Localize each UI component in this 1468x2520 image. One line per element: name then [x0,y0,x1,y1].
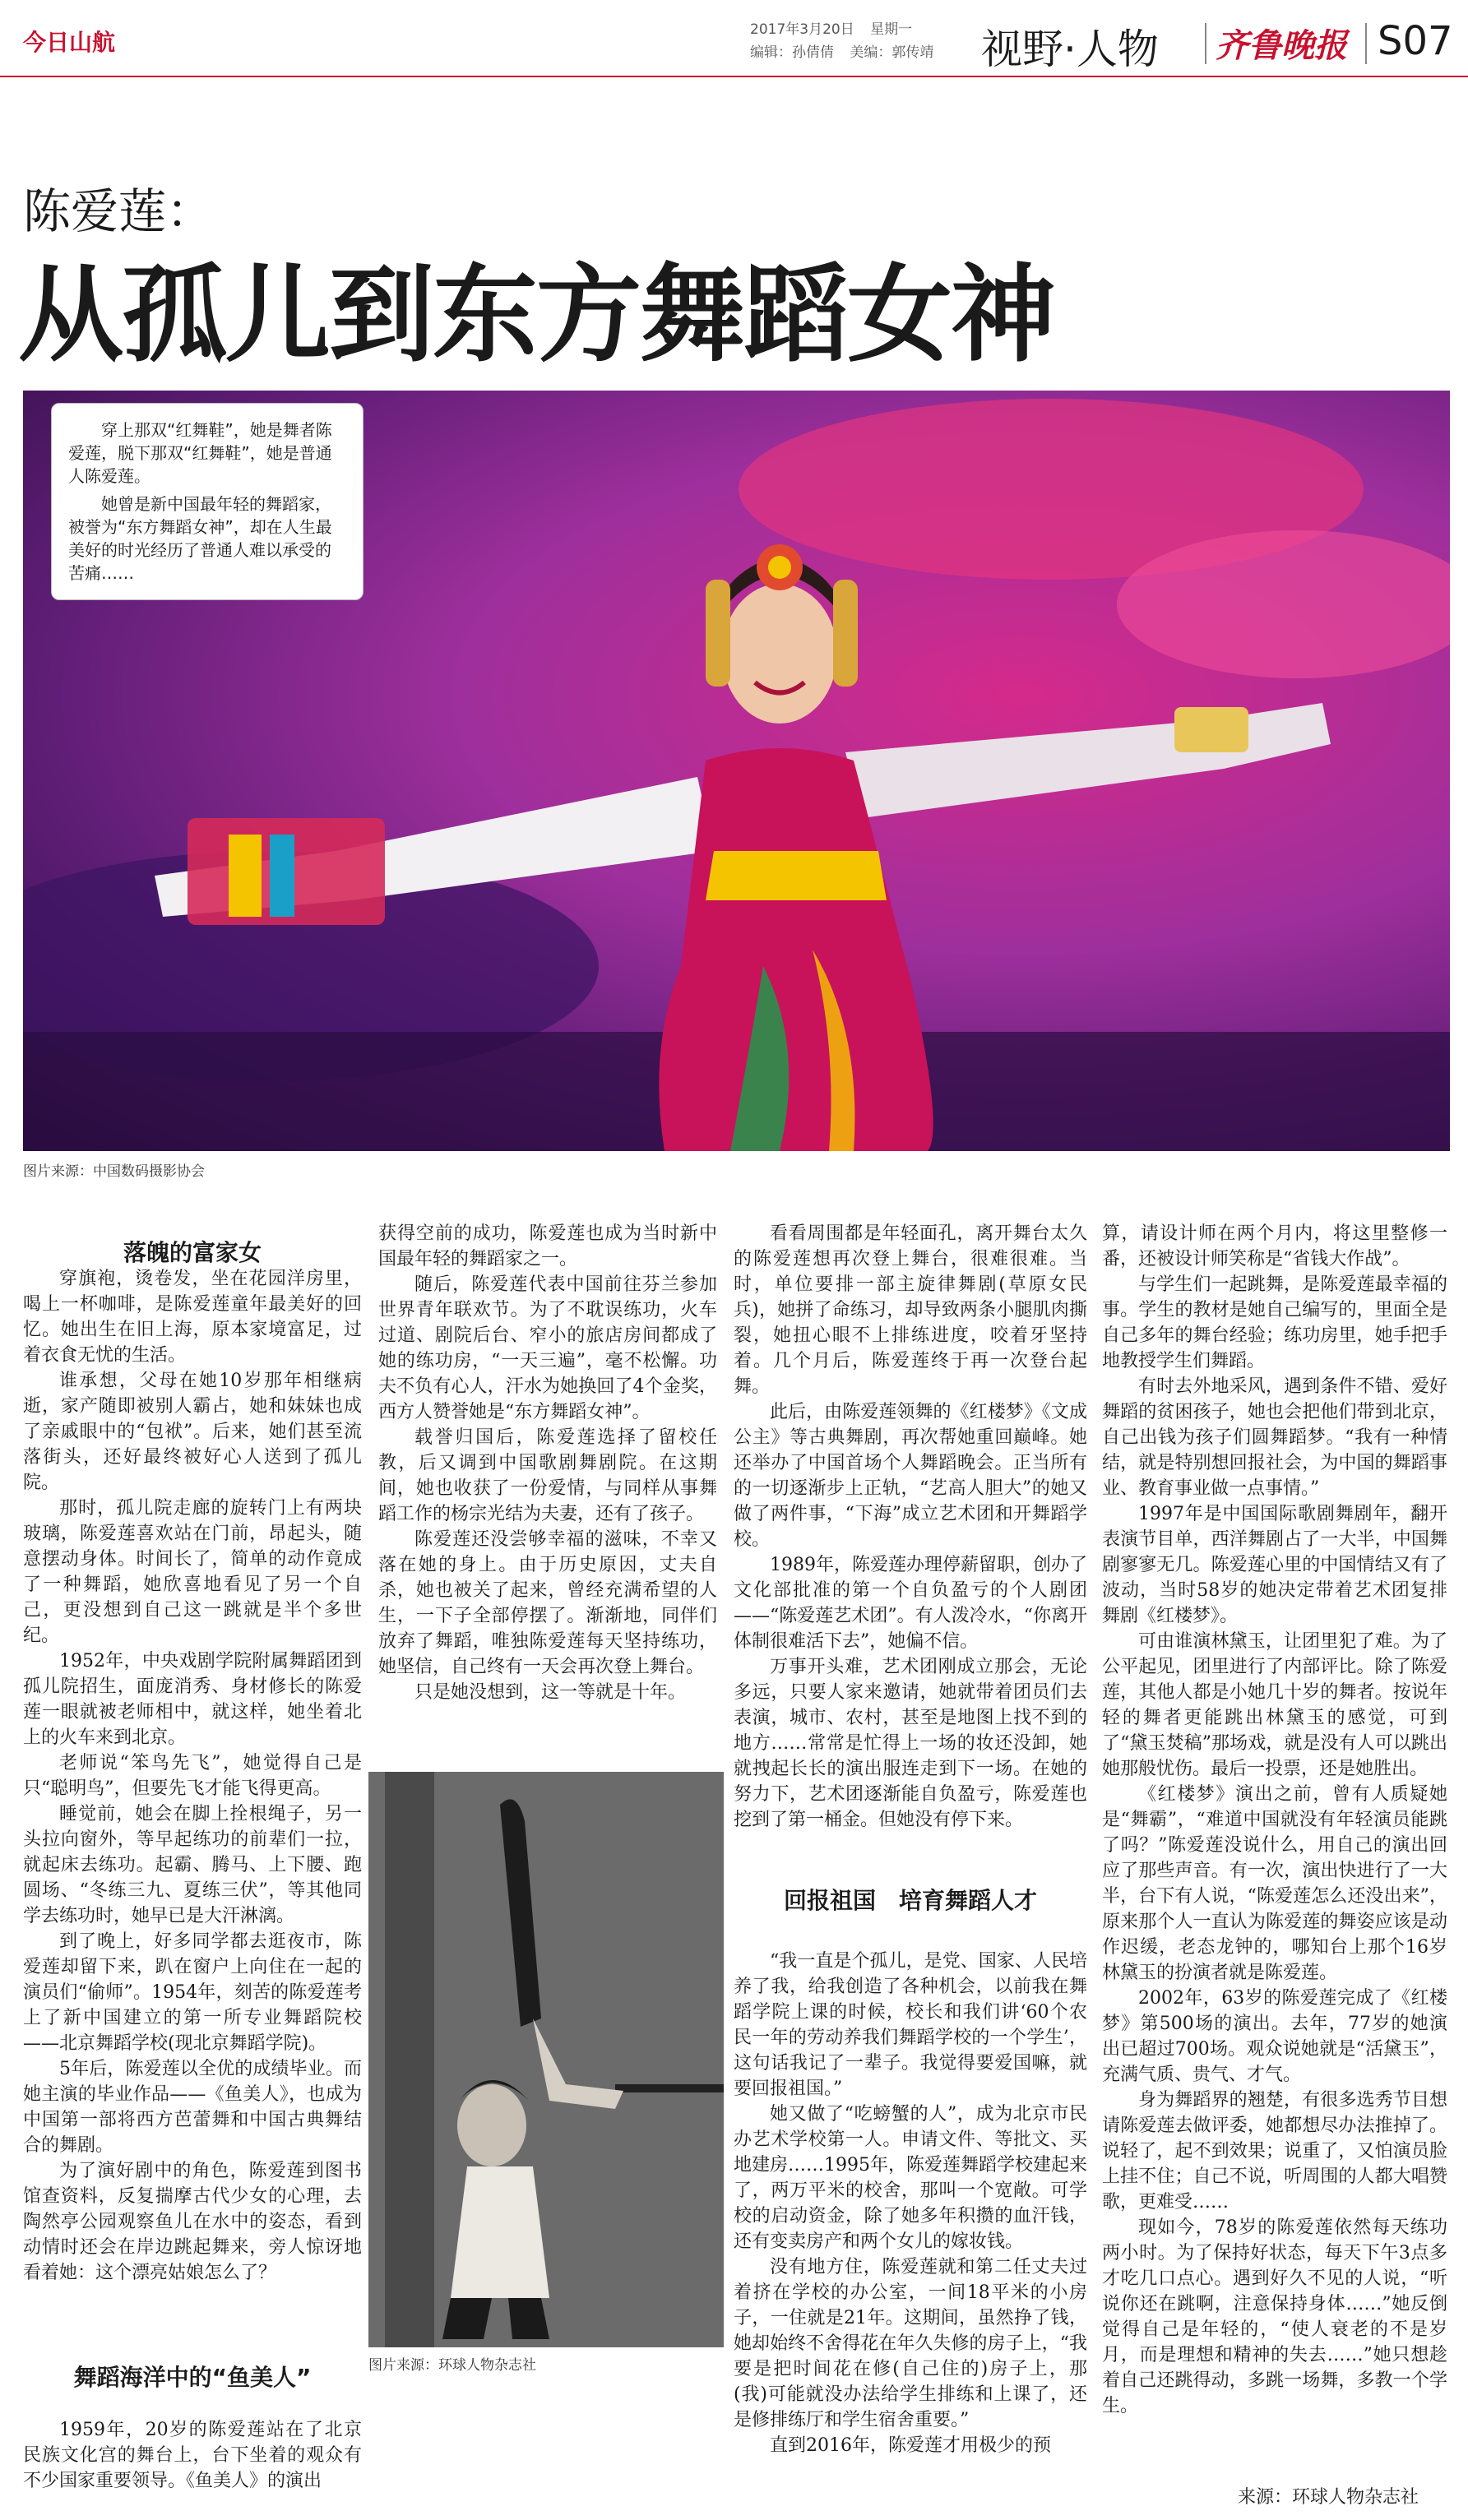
ballet-stretch-illustration [368,1772,724,2347]
article-column-3 [734,1221,1087,1833]
paragraph: 《红楼梦》演出之前，曾有人质疑她是“舞霸”，“难道中国就没有年轻演员能跳了吗？”陈爱莲没说什么，用自己的演出回应了那些声音。有一次，演出快进行了一大半，台下有人说，“陈爱莲怎么还没出来”，原来那个人一直认为陈爱莲的舞姿应该是动作迟缓，老态龙钟的，哪知台上那个16岁林黛玉的扮演者就是陈爱莲。 [1102,1784,1447,1983]
article-kicker: 陈爱莲： [23,183,215,239]
paragraph: 万事开头难，艺术团刚成立那会，无论多远，只要人家来邀请，她就带着团员们去表演，城市、农村，甚至是地图上找不到的地方……常常是忙得上一场的妆还没卸，她就拽起长长的演出服连走到下一场。在她的努力下，艺术团逐渐能自负盈亏，陈爱莲也挖到了第一桶金。但她没有停下来。 [734,1657,1087,1830]
paragraph: 此后，由陈爱莲领舞的《红楼梦》《文成公主》等古典舞剧，再次帮她重回巅峰。她还举办了中国首场个人舞蹈晚会。正当所有的一切逐渐步上正轨，“艺高人胆大”的她又做了两件事，“下海”成立艺术团和开舞蹈学校。 [734,1402,1087,1550]
paragraph: 睡觉前，她会在脚上拴根绳子，另一头拉向窗外，等早起练功的前辈们一拉，就起床去练功。起霸、腾马、上下腰、跑圆场、“冬练三九、夏练三伏”，等其他同学去练功时，她早已是大汗淋漓。 [23,1804,362,1926]
photo-credit: 图片来源：中国数码摄影协会 [23,1163,205,1180]
paragraph: 载誉归国后，陈爱莲选择了留校任教，后又调到中国歌剧舞剧院。在这期间，她也收获了一份爱情，与同样从事舞蹈工作的杨宗光结为夫妻，还有了孩子。 [378,1427,717,1524]
header-rule [0,76,1468,77]
historic-ballet-photo [368,1772,724,2347]
paragraph: 看看周围都是年轻面孔，离开舞台太久的陈爱莲想再次登上舞台，很难很难。当时，单位要排一部主旋律舞剧(草原女民兵)，她拼了命练习，却导致两条小腿肌肉撕裂，她扭心眼不上排练进度，咬着牙坚持着。几个月后，陈爱莲终于再一次登台起舞。 [734,1223,1087,1397]
paragraph: 到了晚上，好多同学都去逛夜市，陈爱莲却留下来，趴在窗户上向住在一起的演员们“偷师”。1954年，刻苦的陈爱莲考上了新中国建立的第一所专业舞蹈院校——北京舞蹈学校(现北京舞蹈学院)。 [23,1931,362,2054]
column-label: 今日山航 [23,29,116,56]
paragraph: 1989年，陈爱莲办理停薪留职，创办了文化部批准的第一个自负盈亏的个人剧团——“陈爱莲艺术团”。有人泼冷水，“你离开体制很难活下去”，她偏不信。 [734,1555,1087,1652]
paragraph: 1997年是中国国际歌剧舞剧年，翻开表演节目单，西洋舞剧占了一大半，中国舞剧寥寥无几。陈爱莲心里的中国情结又有了波动，当时58岁的她决定带着艺术团复排舞剧《红楼梦》。 [1102,1504,1447,1626]
paragraph: 1952年，中央戏剧学院附属舞蹈团到孤儿院招生，面庞消秀、身材修长的陈爱莲一眼就被老师相中，就这样，她坐着北上的火车来到北京。 [23,1651,362,1748]
paragraph: 穿旗袍，烫卷发，坐在花园洋房里，喝上一杯咖啡，是陈爱莲童年最美好的回忆。她出生在旧上海，原本家境富足，过着衣食无忧的生活。 [23,1269,362,1366]
paragraph: 身为舞蹈界的翘楚，有很多选秀节目想请陈爱莲去做评委，她都想尽办法推掉了。说轻了，起不到效果；说重了，又怕演员脸上挂不住；自己不说，听周围的人都大唱赞歌，更难受…… [1102,2090,1447,2213]
header-divider [1365,23,1367,64]
designer-credit: 美编：郭传靖 [850,44,934,61]
paragraph: 直到2016年，陈爱莲才用极少的预 [770,2435,1051,2456]
paragraph: 老师说“笨鸟先飞”，她觉得自己是只“聪明鸟”，但要先飞才能飞得更高。 [23,1753,362,1799]
caption-paragraph: 穿上那双“红舞鞋”，她是舞者陈爱莲，脱下那双“红舞鞋”，她是普通人陈爱莲。 [68,420,332,486]
paragraph: 与学生们一起跳舞，是陈爱莲最幸福的事。学生的教材是她自己编写的，里面全是自己多年的舞台经验；练功房里，她手把手地教授学生们舞蹈。 [1102,1274,1447,1371]
caption-paragraph: 她曾是新中国最年轻的舞蹈家，被誉为“东方舞蹈女神”，却在人生最美好的时光经历了普通人难以承受的苦痛…… [68,494,332,583]
paragraph: 谁承想，父母在她10岁那年相继病逝，家产随即被别人霸占，她和妹妹也成了亲戚眼中的“包袱”。后来，她们甚至流落街头，还好最终被好心人送到了孤儿院。 [23,1371,362,1493]
article-source: 来源：环球人物杂志社 [1238,2487,1419,2508]
photo-credit: 图片来源：环球人物杂志社 [368,2357,536,2374]
weekday: 星期一 [870,21,913,38]
editor-credit: 编辑：孙倩倩 [750,44,834,61]
article-column-3-continued [734,1949,1087,2458]
paragraph: 那时，孤儿院走廊的旋转门上有两块玻璃，陈爱莲喜欢站在门前，昂起头，随意摆动身体。时间长了，简单的动作竟成了一种舞蹈，她欣喜地看见了另一个自己，更没想到自己这一跳就是半个多世纪。 [23,1498,362,1646]
header-meta [750,18,945,64]
publish-date: 2017年3月20日 [750,21,854,38]
paragraph: 现如今，78岁的陈爱莲依然每天练功两小时。为了保持好状态，每天下午3点多才吃几口点心。遇到好久不见的人说，“听说你还在跳啊，注意保持身体……”她反倒觉得自己是年轻的，“使人衰老的不是岁月，而是理想和精神的失去……”她只想趁着自己还跳得动，多跳一场舞，多教一个学生。 [1102,2217,1447,2416]
article-column-1-continued [23,2417,362,2494]
paragraph: 算，请设计师在两个月内，将这里整修一番，还被设计师笑称是“省钱大作战”。 [1102,1223,1447,1269]
article-column-2 [378,1221,717,1705]
article-column-1 [23,1266,362,2286]
paragraph: 5年后，陈爱莲以全优的成绩毕业。而她主演的毕业作品——《鱼美人》，也成为中国第一部将西方芭蕾舞和中国古典舞结合的舞剧。 [23,2059,362,2156]
paragraph: 陈爱莲还没尝够幸福的滋味，不幸又落在她的身上。由于历史原因，丈夫自杀，她也被关了起来，曾经充满希望的人生，一下子全部停摆了。渐渐地，同伴们放弃了舞蹈，唯独陈爱莲每天坚持练功，她坚信，自己终有一天会再次登上舞台。 [378,1529,717,1677]
photo-caption-box [51,403,364,600]
paragraph: 2002年，63岁的陈爱莲完成了《红楼梦》第500场的演出。去年，77岁的她演出已超过700场。观众说她就是“活黛玉”，充满气质、贵气、才气。 [1102,1988,1447,2085]
paragraph: 有时去外地采风，遇到条件不错、爱好舞蹈的贫困孩子，她也会把他们带到北京，自己出钱为孩子们圆舞蹈梦。“我有一种情结，就是特别想回报社会，为中国的舞蹈事业、教育事业做一点事情。” [1102,1376,1447,1499]
page-number: S07 [1378,18,1453,64]
paragraph: “我一直是个孤儿，是党、国家、人民培养了我，给我创造了各种机会，以前我在舞蹈学院上课的时候，校长和我们讲‘60个农民一年的劳动养我们舞蹈学校的一个学生’，这句话我记了一辈子。我觉得要爱国嘛，就要回报祖国。” [734,1951,1087,2099]
paragraph: 没有地方住，陈爱莲就和第二任丈夫过着挤在学校的办公室，一间18平米的小房子，一住就是21年。这期间，虽然挣了钱，她却始终不舍得花在年久失修的房子上，“我要是把时间花在修(自己住的)房子上，那(我)可能就没办法给学生排练和上课了，还是修排练厅和学生宿舍重要。” [734,2257,1087,2430]
section-title: 视野·人物 [981,25,1159,73]
paragraph: 获得空前的成功，陈爱莲也成为当时新中国最年轻的舞蹈家之一。 [378,1223,717,1269]
newspaper-logo: 齐鲁晚报 [1216,26,1347,65]
subheading: 落魄的富家女 [123,1239,262,1266]
paragraph: 可由谁演林黛玉，让团里犯了难。为了公平起见，团里进行了内部评比。除了陈爱莲，其他人都是小她几十岁的舞者。按说年轻的舞者更能跳出林黛玉的感觉，可到了“黛玉焚稿”那场戏，就是没有人可以跳出她那般忧伤。最后一投票，还是她胜出。 [1102,1631,1447,1779]
paragraph: 1959年，20岁的陈爱莲站在了北京民族文化宫的舞台上，台下坐着的观众有不少国家重要领导。《鱼美人》的演出 [23,2420,362,2491]
header-divider [1205,23,1206,64]
subheading: 舞蹈海洋中的“鱼美人” [73,2364,312,2391]
paragraph: 随后，陈爱莲代表中国前往芬兰参加世界青年联欢节。为了不耽误练功，火车过道、剧院后台、窄小的旅店房间都成了她的练功房，“一天三遍”，毫不松懈。功夫不负有心人，汗水为她换回了4个金奖，西方人赞誉她是“东方舞蹈女神”。 [378,1274,717,1422]
subheading: 回报祖国 培育舞蹈人才 [783,1887,1037,1914]
article-headline: 从孤儿到东方舞蹈女神 [18,254,1055,377]
article-column-4 [1102,1221,1447,2419]
paragraph: 她又做了“吃螃蟹的人”，成为北京市民办艺术学校第一人。申请文件、等批文、买地建房……1995年，陈爱莲舞蹈学校建起来了，两万平米的校舍，那叫一个宽敞。可学校的启动资金，除了她多年积攒的血汗钱，还有变卖房产和两个女儿的嫁妆钱。 [734,2104,1087,2252]
paragraph: 为了演好剧中的角色，陈爱莲到图书馆查资料，反复揣摩古代少女的心理，去陶然亭公园观察鱼儿在水中的姿态，看到动情时还会在岸边跳起舞来，旁人惊讶地看着她：这个漂亮姑娘怎么了？ [23,2161,362,2283]
paragraph: 只是她没想到，这一等就是十年。 [414,1682,687,1703]
